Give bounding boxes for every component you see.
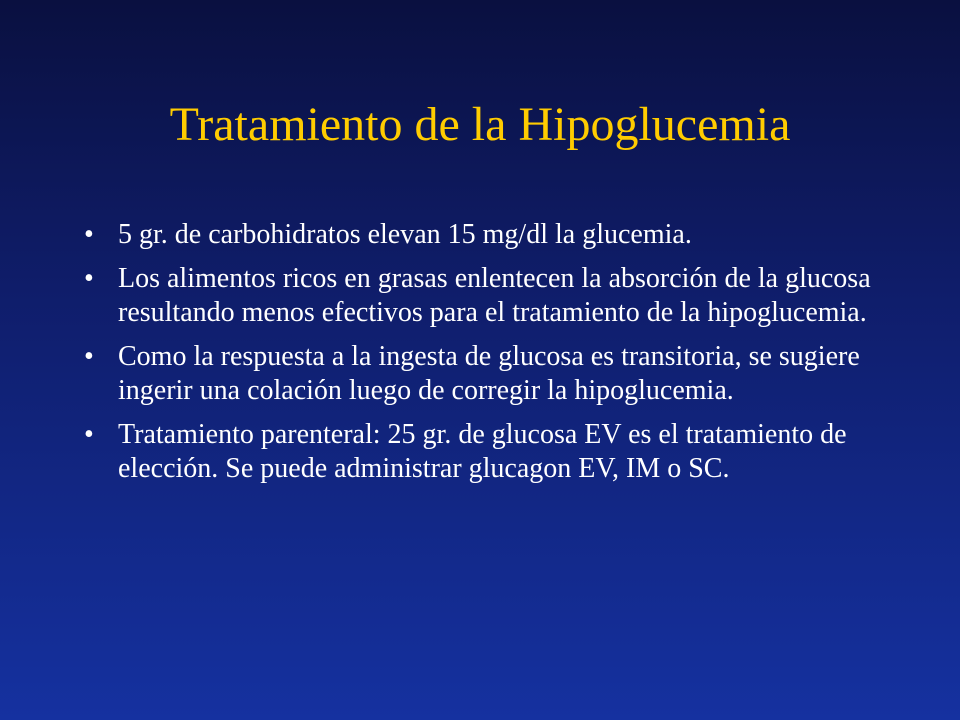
bullet-marker: • (84, 419, 94, 450)
bullet-item (72, 218, 892, 252)
bullet-item (72, 340, 892, 408)
bullet-marker: • (84, 263, 94, 294)
bullet-text: 5 gr. de carbohidratos elevan 15 mg/dl la glucemia. (118, 219, 692, 250)
bullet-text: Como la respuesta a la ingesta de glucosa es transitoria, se sugiere ingerir una colación luego de corregir la hipoglucemia. (118, 341, 860, 406)
bullet-item (72, 262, 892, 330)
bullet-item (72, 418, 892, 486)
bullet-marker: • (84, 219, 94, 250)
bullet-list (72, 218, 892, 496)
bullet-marker: • (84, 341, 94, 372)
bullet-text: Los alimentos ricos en grasas enlentecen la absorción de la glucosa resultando menos efectivos para el tratamiento de la hipoglucemia. (118, 263, 871, 328)
slide-title: Tratamiento de la Hipoglucemia (169, 98, 791, 151)
bullet-text: Tratamiento parenteral: 25 gr. de glucosa EV es el tratamiento de elección. Se puede administrar glucagon EV, IM o SC. (118, 419, 847, 484)
